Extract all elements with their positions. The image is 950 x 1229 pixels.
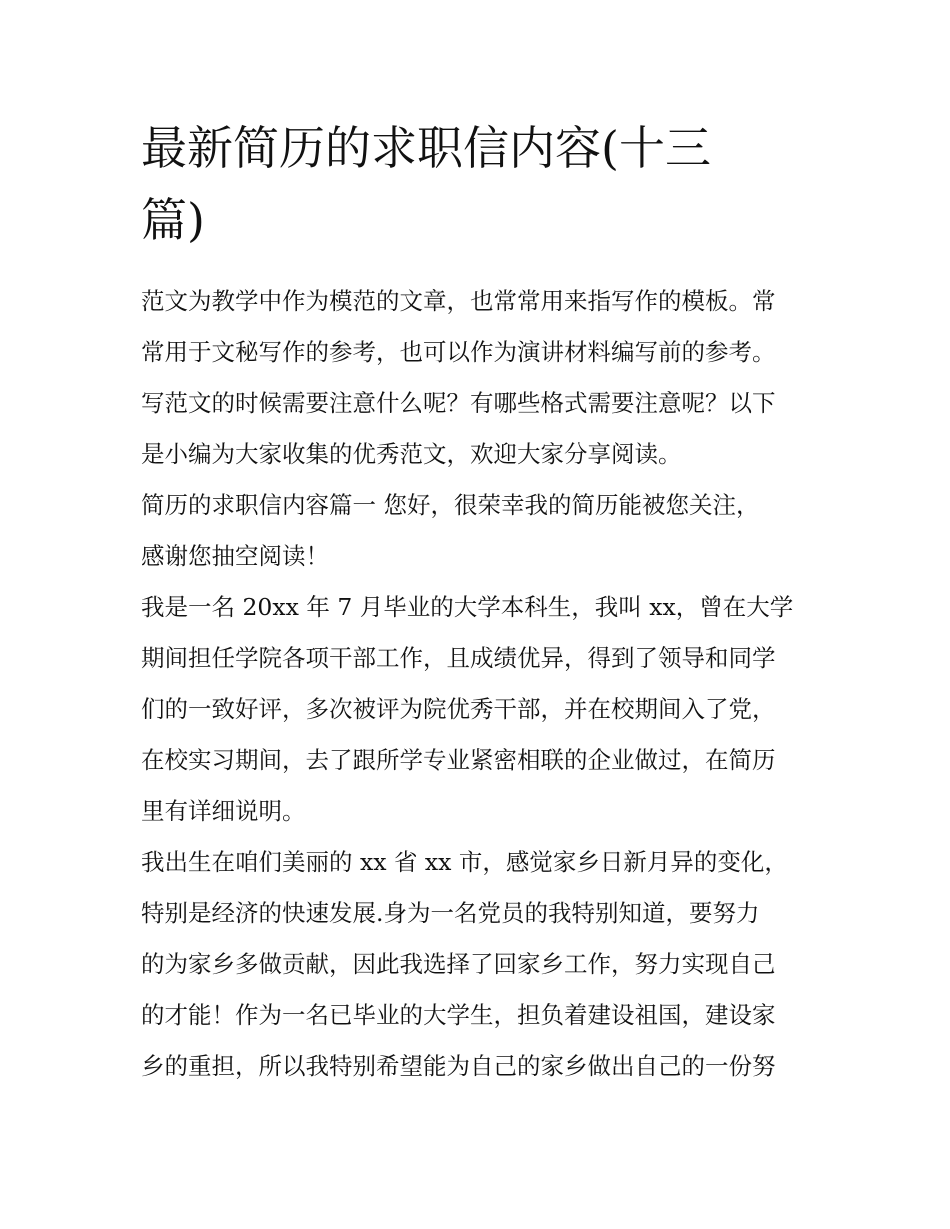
document-title: [141, 112, 821, 256]
text-line: 在校实习期间，去了跟所学专业紧密相联的企业做过，在简历: [141, 746, 776, 774]
text-line: 感谢您抽空阅读！: [141, 542, 329, 570]
text-line: 范文为教学中作为模范的文章，也常常用来指写作的模板。常: [141, 287, 776, 315]
text-line: 简历的求职信内容篇一 您好，很荣幸我的简历能被您关注，: [141, 491, 760, 519]
text-line: 里有详细说明。: [141, 797, 306, 825]
text-line: 期间担任学院各项干部工作，且成绩优异，得到了领导和同学: [141, 644, 776, 672]
text-line: 们的一致好评，多次被评为院优秀干部，并在校期间入了党，: [141, 695, 776, 723]
text-line: 的才能！作为一名已毕业的大学生，担负着建设祖国，建设家: [141, 1001, 776, 1029]
text-line: 常用于文秘写作的参考，也可以作为演讲材料编写前的参考。: [141, 338, 776, 366]
text-line: 乡的重担，所以我特别希望能为自己的家乡做出自己的一份努: [141, 1052, 776, 1080]
title-line: 篇): [141, 193, 205, 247]
document-body: [141, 276, 813, 1092]
title-line: 最新简历的求职信内容(十三: [141, 121, 711, 175]
text-line: 我是一名 20xx 年 7 月毕业的大学本科生，我叫 xx，曾在大学: [141, 593, 794, 621]
text-line: 我出生在咱们美丽的 xx 省 xx 市，感觉家乡日新月异的变化，: [141, 848, 788, 876]
text-line: 写范文的时候需要注意什么呢？有哪些格式需要注意呢？以下: [141, 389, 776, 417]
text-line: 特别是经济的快速发展.身为一名党员的我特别知道，要努力: [141, 899, 760, 927]
text-line: 的为家乡多做贡献，因此我选择了回家乡工作，努力实现自己: [141, 950, 776, 978]
text-line: 是小编为大家收集的优秀范文，欢迎大家分享阅读。: [141, 440, 682, 468]
